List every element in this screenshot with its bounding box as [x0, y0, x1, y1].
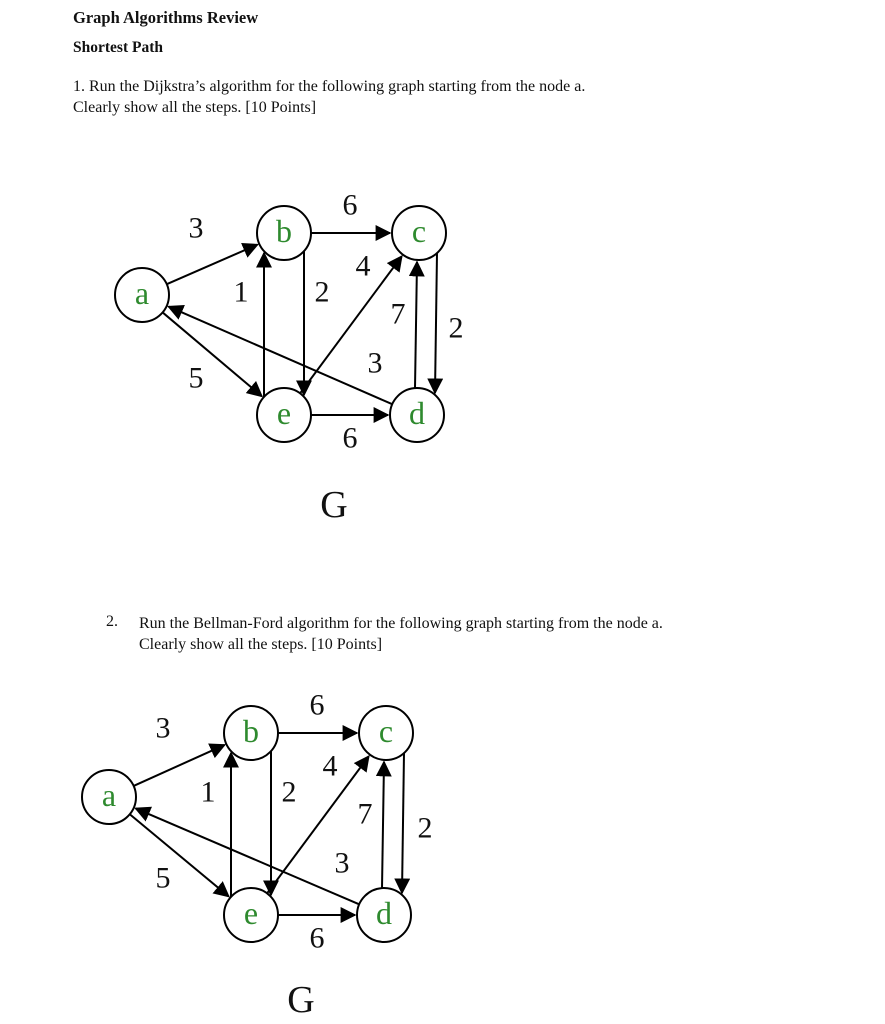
node-label-a: a	[101, 777, 117, 813]
edge-weight-e-d: 6	[309, 921, 325, 955]
section-heading: Shortest Path	[73, 39, 163, 56]
node-e	[224, 888, 278, 942]
edge-weight-e-c: 4	[322, 749, 338, 783]
edge-weight-c-d: 2	[448, 311, 464, 345]
question-2-number: 2.	[106, 613, 118, 630]
edge-weight-d-c: 7	[390, 297, 406, 331]
edge-weight-b-c: 6	[342, 188, 358, 222]
edge-weight-e-c: 4	[355, 249, 371, 283]
node-label-b: b	[243, 713, 259, 749]
edge-weight-a-b: 3	[155, 711, 171, 745]
node-label-b: b	[276, 213, 292, 249]
graph-name-label: G	[287, 979, 315, 1021]
question-2-line-2: Clearly show all the steps. [10 Points]	[139, 636, 383, 653]
edge-c-d	[402, 753, 404, 893]
edge-weight-e-b: 1	[200, 775, 216, 809]
node-label-d: d	[376, 895, 392, 931]
edge-d-c	[382, 762, 384, 888]
page-title: Graph Algorithms Review	[73, 8, 259, 27]
edge-weight-b-e: 2	[281, 775, 297, 809]
edge-weight-e-b: 1	[233, 275, 249, 309]
question-1-line-1: 1. Run the Dijkstra’s algorithm for the following graph starting from the node a.	[73, 78, 586, 95]
edge-weight-a-b: 3	[188, 211, 204, 245]
edge-weight-d-a: 3	[334, 846, 350, 880]
edge-weight-b-c: 6	[309, 688, 325, 722]
node-a	[82, 770, 136, 824]
question-1-line-2: Clearly show all the steps. [10 Points]	[73, 99, 317, 116]
edge-weight-a-e: 5	[155, 861, 171, 895]
node-label-e: e	[276, 395, 292, 431]
graph-name-label: G	[320, 484, 348, 526]
node-b	[224, 706, 278, 760]
edge-weight-c-d: 2	[417, 811, 433, 845]
node-label-d: d	[409, 395, 425, 431]
node-d	[357, 888, 411, 942]
edge-weight-b-e: 2	[314, 275, 330, 309]
node-label-a: a	[134, 275, 150, 311]
question-2-line-1: Run the Bellman-Ford algorithm for the following graph starting from the node a.	[139, 615, 663, 632]
edge-weight-d-c: 7	[357, 797, 373, 831]
edge-weight-e-d: 6	[342, 421, 358, 455]
edge-weight-d-a: 3	[367, 346, 383, 380]
edge-weight-a-e: 5	[188, 361, 204, 395]
node-c	[359, 706, 413, 760]
node-label-e: e	[243, 895, 259, 931]
node-label-c: c	[378, 713, 394, 749]
node-label-c: c	[411, 213, 427, 249]
